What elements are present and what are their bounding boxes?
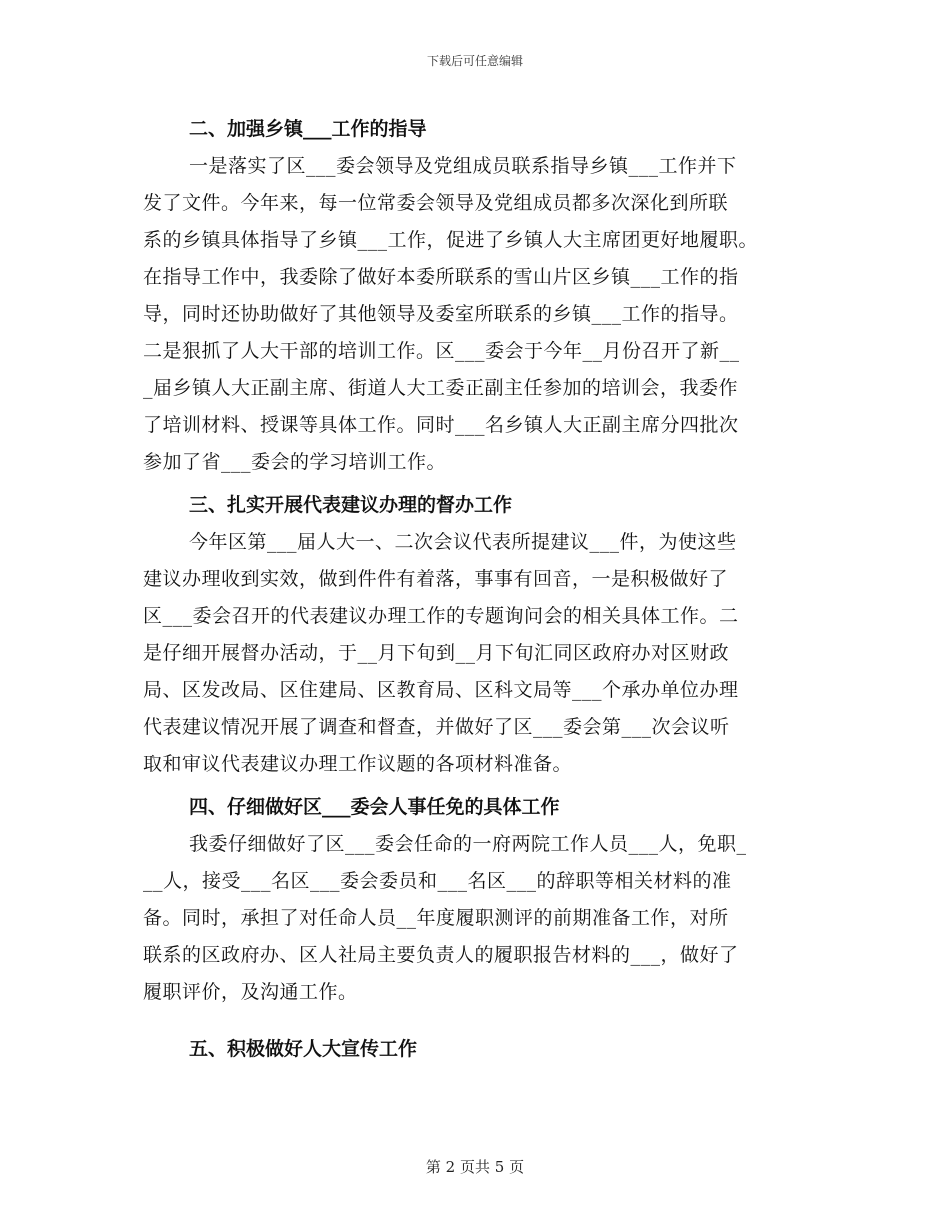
paragraph-line: 在指导工作中，我委除了做好本委所联系的雪山片区乡镇___工作的指 <box>143 266 739 288</box>
paragraph-line: 二是狠抓了人大干部的培训工作。区___委会于今年__月份召开了新__ <box>143 340 740 362</box>
paragraph-line: __人，接受___名区___委会委员和___名区___的辞职等相关材料的准 <box>143 870 732 892</box>
paragraph-line: 是仔细开展督办活动，于__月下旬到__月下旬汇同区政府办对区财政 <box>143 642 730 664</box>
section-heading: 五、积极做好人大宣传工作 <box>189 1038 418 1060</box>
document-body <box>143 111 808 1068</box>
paragraph-line: 系的乡镇具体指导了乡镇___工作，促进了乡镇人大主席团更好地履职。 <box>143 229 759 251</box>
paragraph-line: 今年区第___届人大一、二次会议代表所提建议___件，为使这些 <box>189 531 737 553</box>
section-heading: 四、仔细做好区___委会人事任免的具体工作 <box>189 796 560 818</box>
page-number-footer: 第 2 页共 5 页 <box>425 1158 525 1176</box>
paragraph-line: 履职评价，及沟通工作。 <box>143 981 358 1003</box>
paragraph-line: 了培训材料、授课等具体工作。同时___名乡镇人大正副主席分四批次 <box>143 414 739 436</box>
paragraph-line: 我委仔细做好了区___委会任命的一府两院工作人员___人，免职_ <box>189 833 747 855</box>
paragraph-line: 导，同时还协助做好了其他领导及委室所联系的乡镇___工作的指导。 <box>143 303 739 325</box>
paragraph-line: 发了文件。今年来，每一位常委会领导及党组成员都多次深化到所联 <box>143 192 729 214</box>
page-header: 下载后可任意编辑 <box>426 54 523 68</box>
paragraph-line: _届乡镇人大正副主席、街道人大工委正副主任参加的培训会，我委作 <box>143 377 739 399</box>
paragraph-line: 备。同时，承担了对任命人员__年度履职测评的前期准备工作，对所 <box>143 907 729 929</box>
paragraph-line: 局、区发改局、区住建局、区教育局、区科文局等___个承办单位办理 <box>143 679 739 701</box>
paragraph-line: 建议办理收到实效，做到件件有着落，事事有回音，一是积极做好了 <box>143 568 729 590</box>
paragraph-line: 参加了省___委会的学习培训工作。 <box>143 451 447 473</box>
section-heading: 二、加强乡镇___工作的指导 <box>189 118 427 140</box>
paragraph-line: 区___委会召开的代表建议办理工作的专题询问会的相关具体工作。二 <box>143 605 739 627</box>
section-heading: 三、扎实开展代表建议办理的督办工作 <box>189 494 513 516</box>
paragraph-line: 代表建议情况开展了调查和督查，并做好了区___委会第___次会议听 <box>143 716 730 738</box>
paragraph-line: 联系的区政府办、区人社局主要负责人的履职报告材料的___，做好了 <box>143 944 739 966</box>
paragraph-line: 取和审议代表建议办理工作议题的各项材料准备。 <box>143 753 573 775</box>
paragraph-line: 一是落实了区___委会领导及党组成员联系指导乡镇___工作并下 <box>189 155 737 177</box>
